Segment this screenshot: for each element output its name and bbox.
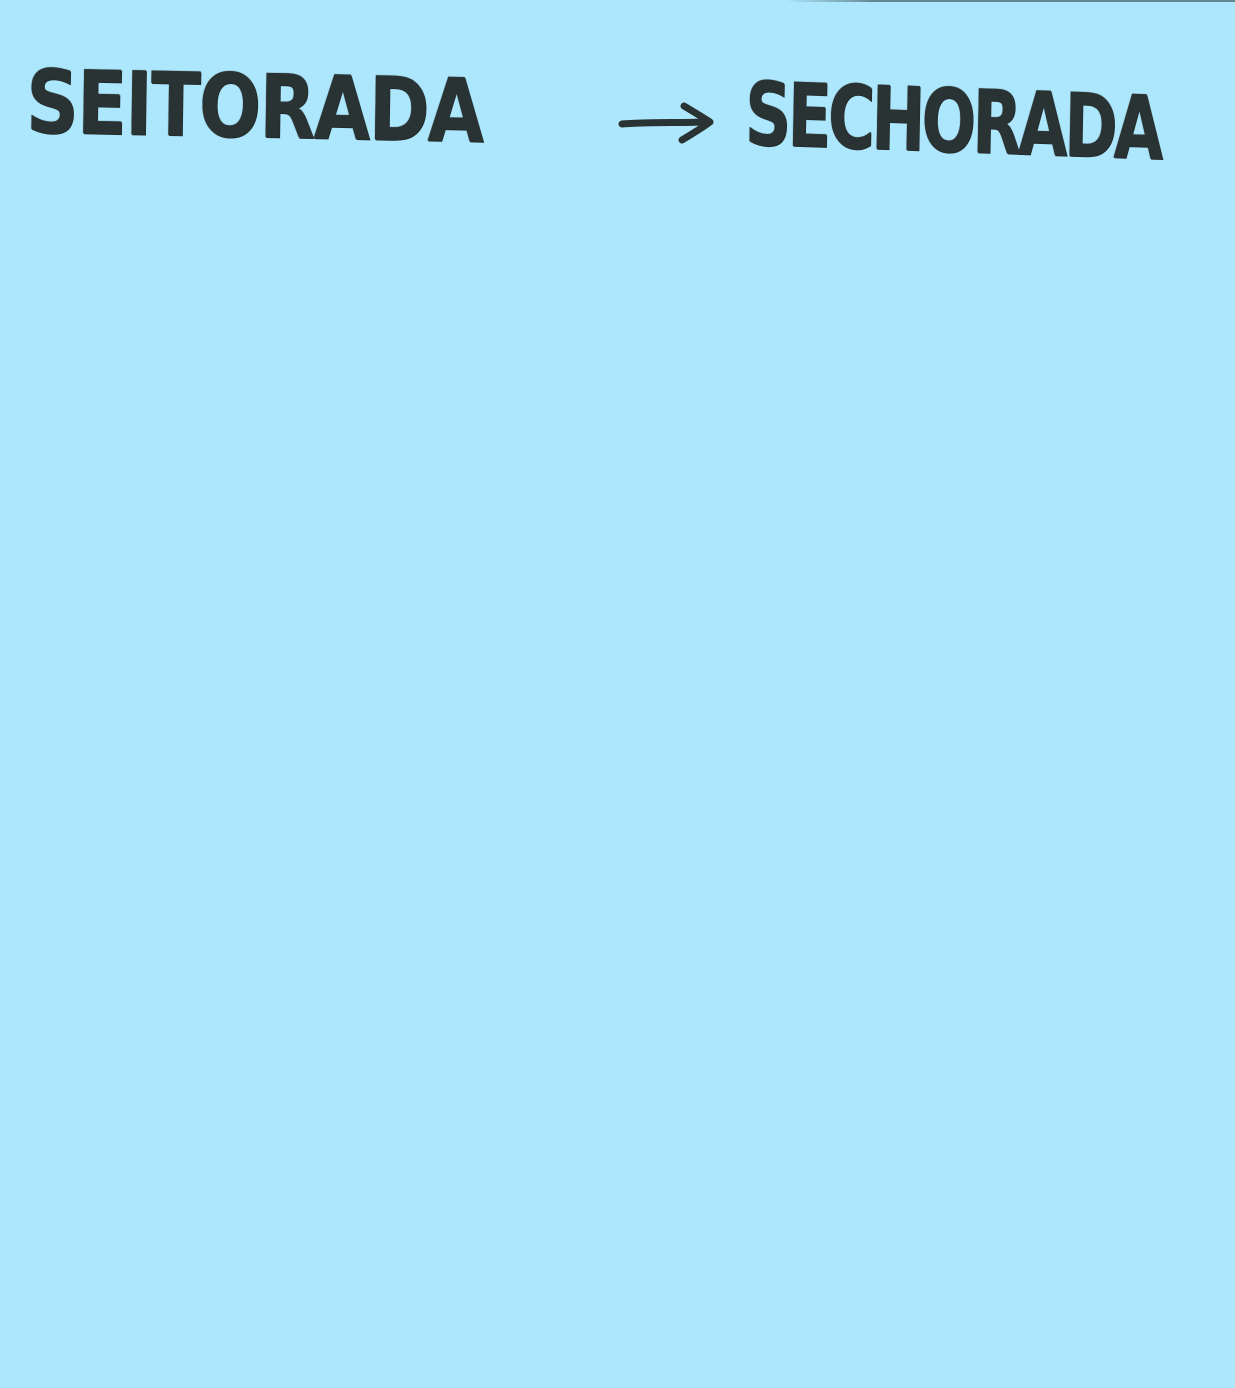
right-arrow-icon <box>618 100 718 144</box>
original-word: SEITORADA <box>25 50 484 163</box>
note-top-edge <box>785 0 1235 2</box>
corrected-word: SECHORADA <box>744 62 1161 180</box>
